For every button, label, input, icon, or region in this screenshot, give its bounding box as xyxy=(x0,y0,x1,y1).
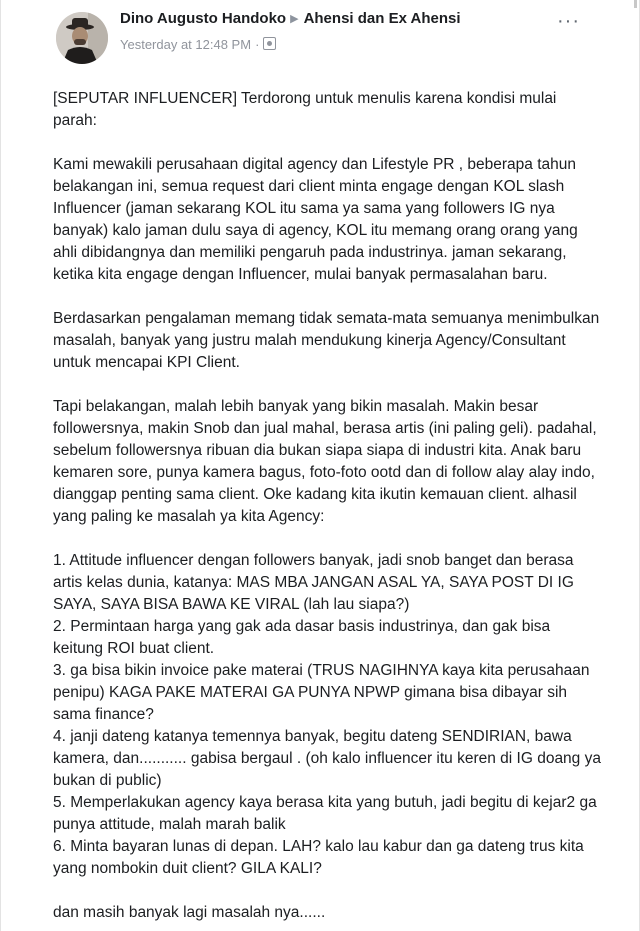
post-closing: dan masih banyak lagi masalah nya...... xyxy=(53,904,326,921)
list-item: 1. Attitude influencer dengan followers banyak, jadi snob banget dan berasa artis kelas dunia, katanya: MAS MBA JANGAN ASAL YA, SAYA POST DI IG SAYA, SAYA BISA BAWA KE VIRAL (lah lau siapa?) xyxy=(53,552,574,613)
list-item: 5. Memperlakukan agency kaya berasa kita yang butuh, jadi begitu di kejar2 ga punya attitude, malah marah balik xyxy=(53,794,597,833)
audience-icon[interactable] xyxy=(263,37,276,50)
list-item: 4. janji dateng katanya temennya banyak, begitu dateng SENDIRIAN, bawa kamera, dan........... gabisa bergaul . (oh kalo influencer itu keren di IG doang ya bukan di public) xyxy=(53,728,601,789)
group-name[interactable]: Ahensi dan Ex Ahensi xyxy=(303,10,461,27)
list-item: 2. Permintaan harga yang gak ada dasar basis industrinya, dan gak bisa keitung ROI buat client. xyxy=(53,618,551,657)
post-header xyxy=(1,0,640,72)
more-options-icon[interactable]: ··· xyxy=(557,10,580,32)
post-paragraph: Kami mewakili perusahaan digital agency dan Lifestyle PR , beberapa tahun belakangan ini, semua request dari client minta engage dengan KOL slash Influencer (jaman sekarang KOL itu sama ya sama yang followers IG nya banyak) kalo jaman dulu saya di agency, KOL itu memang orang orang yang ahli dibidangnya dan memiliki pengaruh pada industrinya. jaman sekarang, ketika kita engage dengan Influencer, mulai banyak permasalahan baru. xyxy=(53,156,578,283)
meta-separator: · xyxy=(255,37,260,52)
post-paragraph: Tapi belakangan, malah lebih banyak yang bikin masalah. Makin besar followersnya, makin Snob dan jual mahal, berasa artis (ini paling geli). padahal, sebelum followersnya ribuan dia bukan siapa siapa di industri kita. Anak baru kemaren sore, punya kamera bagus, foto-foto ootd dan di follow alay alay indo, dianggap penting sama client. Oke kadang kita ikutin kemauan client. alhasil yang paling ke masalah ya kita Agency: xyxy=(53,398,597,525)
author-name[interactable]: Dino Augusto Handoko xyxy=(120,10,287,27)
avatar-photo-icon xyxy=(56,12,108,64)
author-line xyxy=(120,10,461,27)
post-timestamp[interactable]: Yesterday at 12:48 PM xyxy=(120,37,252,52)
avatar[interactable] xyxy=(56,12,108,64)
post-meta xyxy=(120,37,276,52)
post-body xyxy=(53,88,603,924)
post-paragraph: [SEPUTAR INFLUENCER] Terdorong untuk menulis karena kondisi mulai parah: xyxy=(53,90,557,129)
right-triangle-icon: ▶ xyxy=(290,13,299,25)
list-item: 3. ga bisa bikin invoice pake materai (TRUS NAGIHNYA kaya kita perusahaan penipu) KAGA PAKE MATERAI GA PUNYA NPWP gimana bisa dibayar sih sama finance? xyxy=(53,662,590,723)
post-list xyxy=(53,550,603,880)
list-item: 6. Minta bayaran lunas di depan. LAH? kalo lau kabur dan ga dateng trus kita yang nombokin duit client? GILA KALI? xyxy=(53,838,584,877)
post-paragraph: Berdasarkan pengalaman memang tidak semata-mata semuanya menimbulkan masalah, banyak yang justru malah mendukung kinerja Agency/Consultant untuk mencapai KPI Client. xyxy=(53,310,600,371)
